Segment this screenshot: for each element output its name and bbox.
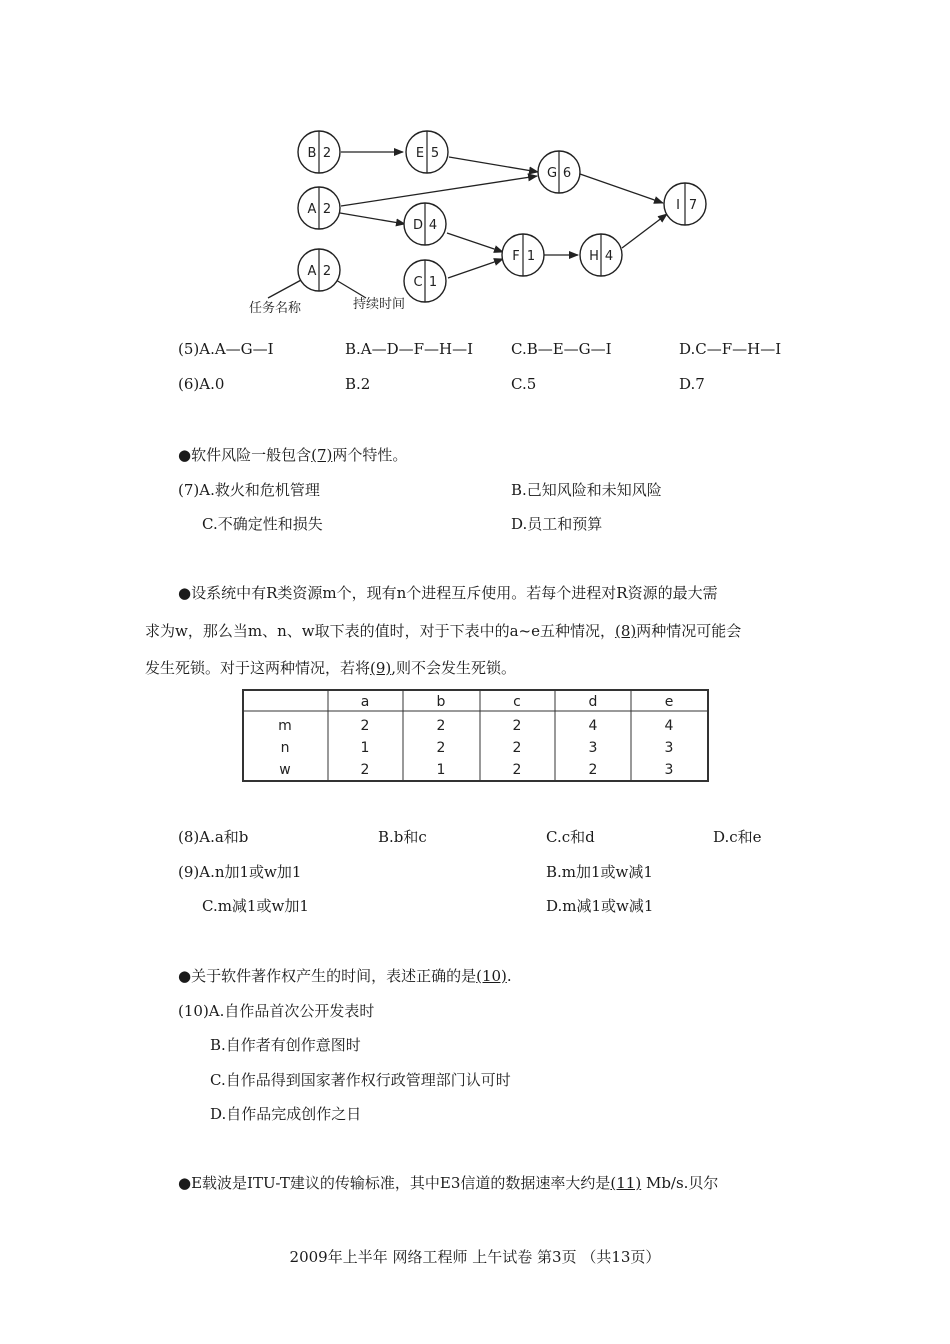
table-cell: 2 (512, 718, 522, 734)
q6-option-b: B.2 (345, 375, 371, 393)
page-footer: 2009年上半年 网络工程师 上午试卷 第3页 （共13页） (289, 1248, 661, 1266)
node-g (538, 151, 580, 193)
q8-stem-line2-post: 两种情况可能会 (636, 622, 742, 640)
q10-stem (178, 965, 512, 986)
q5-option-c: C.B—E—G—I (511, 340, 612, 358)
edge-G-I (580, 174, 663, 203)
q9-option-c: C.m减1或w加1 (202, 897, 309, 915)
node-b-name: B (307, 146, 317, 161)
q7-stem (178, 444, 407, 465)
node-g-duration: 6 (562, 166, 572, 181)
q9-blank: (9) (370, 659, 392, 677)
node-a-duration: 2 (322, 202, 332, 217)
table-cell: 2 (360, 762, 370, 778)
node-e (406, 131, 448, 173)
resource-table (242, 689, 710, 783)
q11-stem-pre: ●E载波是ITU-T建议的传输标准，其中E3信道的数据速率大约是 (178, 1174, 611, 1192)
node-c-name: C (413, 275, 423, 290)
q5-option-a: (5)A.A—G—I (178, 340, 274, 358)
q8-stem-line2-pre: 求为w，那么当m、n、w取下表的值时，对于下表中的a~e五种情况， (145, 622, 615, 640)
node-f-name: F (512, 249, 520, 264)
q7-option-b: B.己知风险和未知风险 (511, 481, 662, 499)
q7-stem-post: 两个特性。 (332, 446, 408, 464)
q9-option-d: D.m减1或w减1 (546, 897, 654, 915)
legend-node (298, 249, 340, 291)
q8-blank: (8) (614, 622, 637, 640)
q6-option-a: (6)A.0 (178, 375, 225, 393)
legend-duration-label: 持续时间 (353, 297, 406, 312)
legend-pointer-duration (336, 280, 366, 298)
node-h (580, 234, 622, 276)
q7-option-a: (7)A.救火和危机管理 (178, 481, 320, 499)
node-e-name: E (415, 146, 425, 161)
legend-pointer-name (268, 279, 303, 298)
q5-option-d: D.C—F—H—I (679, 340, 782, 358)
edge-E-G (449, 157, 538, 172)
task-network-diagram (0, 0, 950, 330)
q8-stem-line3 (145, 657, 516, 678)
node-i-name: I (676, 198, 680, 213)
q9-option-b: B.m加1或w减1 (546, 863, 653, 881)
q8-option-a: (8)A.a和b (178, 828, 249, 846)
q6-option-d: D.7 (679, 375, 705, 393)
node-i-duration: 7 (688, 198, 698, 213)
q7-stem-pre: ●软件风险一般包含 (178, 446, 312, 464)
q10-option-b: B.自作者有创作意图时 (210, 1036, 361, 1054)
node-h-name: H (589, 249, 599, 264)
q10-stem-post: . (506, 967, 512, 985)
node-f (502, 234, 544, 276)
q10-option-c: C.自作品得到国家著作权行政管理部门认可时 (210, 1071, 511, 1089)
legend-node-name: A (307, 264, 317, 279)
table-cell: 3 (588, 740, 598, 756)
q8-option-c: C.c和d (546, 828, 595, 846)
legend-node-duration: 2 (322, 264, 332, 279)
table-cell: 4 (664, 718, 674, 734)
q10-stem-pre: ●关于软件著作权产生的时间，表述正确的是 (178, 967, 477, 985)
table-header-cell: b (436, 694, 446, 710)
edge-C-F (448, 259, 503, 278)
table-cell: 2 (360, 718, 370, 734)
q8-stem-line3-post: ,则不会发生死锁。 (391, 659, 517, 677)
q10-option-d: D.自作品完成创作之日 (210, 1105, 362, 1123)
q8-option-d: D.c和e (713, 828, 762, 846)
node-b-duration: 2 (322, 146, 332, 161)
node-c-duration: 1 (428, 275, 438, 290)
table-cell: 2 (436, 740, 446, 756)
node-g-name: G (546, 166, 558, 181)
table-cell: 3 (664, 762, 674, 778)
q10-option-a: (10)A.自作品首次公开发表时 (178, 1002, 375, 1020)
node-e-duration: 5 (430, 146, 440, 161)
node-c (404, 260, 446, 302)
q11-blank: (11) (610, 1174, 642, 1192)
edge-D-F (447, 233, 503, 252)
q5-option-b: B.A—D—F—H—I (345, 340, 474, 358)
q11-stem-post: Mb/s.贝尔 (641, 1174, 719, 1192)
node-d-duration: 4 (428, 218, 438, 233)
table-cell: 2 (512, 762, 522, 778)
node-h-duration: 4 (604, 249, 614, 264)
q7-option-c: C.不确定性和损失 (202, 515, 323, 533)
edge-A-D (340, 213, 405, 224)
table-row-label: w (279, 762, 291, 778)
q9-option-a: (9)A.n加1或w加1 (178, 863, 302, 881)
node-d (404, 203, 446, 245)
node-i (664, 183, 706, 225)
table-cell: 4 (588, 718, 598, 734)
q7-blank: (7) (311, 446, 333, 464)
edge-A-G (341, 176, 537, 206)
q10-blank: (10) (476, 967, 507, 985)
table-cell: 2 (588, 762, 598, 778)
table-cell: 3 (664, 740, 674, 756)
node-f-duration: 1 (526, 249, 536, 264)
q6-option-c: C.5 (511, 375, 537, 393)
table-row-label: m (278, 718, 292, 734)
edge-H-I (622, 214, 667, 248)
table-header-cell: e (664, 694, 674, 710)
table-header-cell: a (360, 694, 370, 710)
table-header-cell: c (513, 694, 521, 710)
table-cell: 2 (512, 740, 522, 756)
node-d-name: D (412, 218, 424, 233)
q8-stem-line3-pre: 发生死锁。对于这两种情况，若将 (145, 659, 371, 677)
table-cell: 1 (436, 762, 446, 778)
table-cell: 2 (436, 718, 446, 734)
q8-stem-line1: ●设系统中有R类资源m个，现有n个进程互斥使用。若每个进程对R资源的最大需 (178, 584, 718, 602)
q11-stem (178, 1172, 718, 1193)
node-a-name: A (307, 202, 317, 217)
table-header-cell: d (588, 694, 598, 710)
q8-option-b: B.b和c (378, 828, 427, 846)
legend-task-name-label: 任务名称 (249, 301, 302, 316)
q7-option-d: D.员工和预算 (511, 515, 603, 533)
node-a (298, 187, 340, 229)
table-row-label: n (280, 740, 290, 756)
node-b (298, 131, 340, 173)
table-cell: 1 (360, 740, 370, 756)
q8-stem-line2 (145, 620, 741, 641)
